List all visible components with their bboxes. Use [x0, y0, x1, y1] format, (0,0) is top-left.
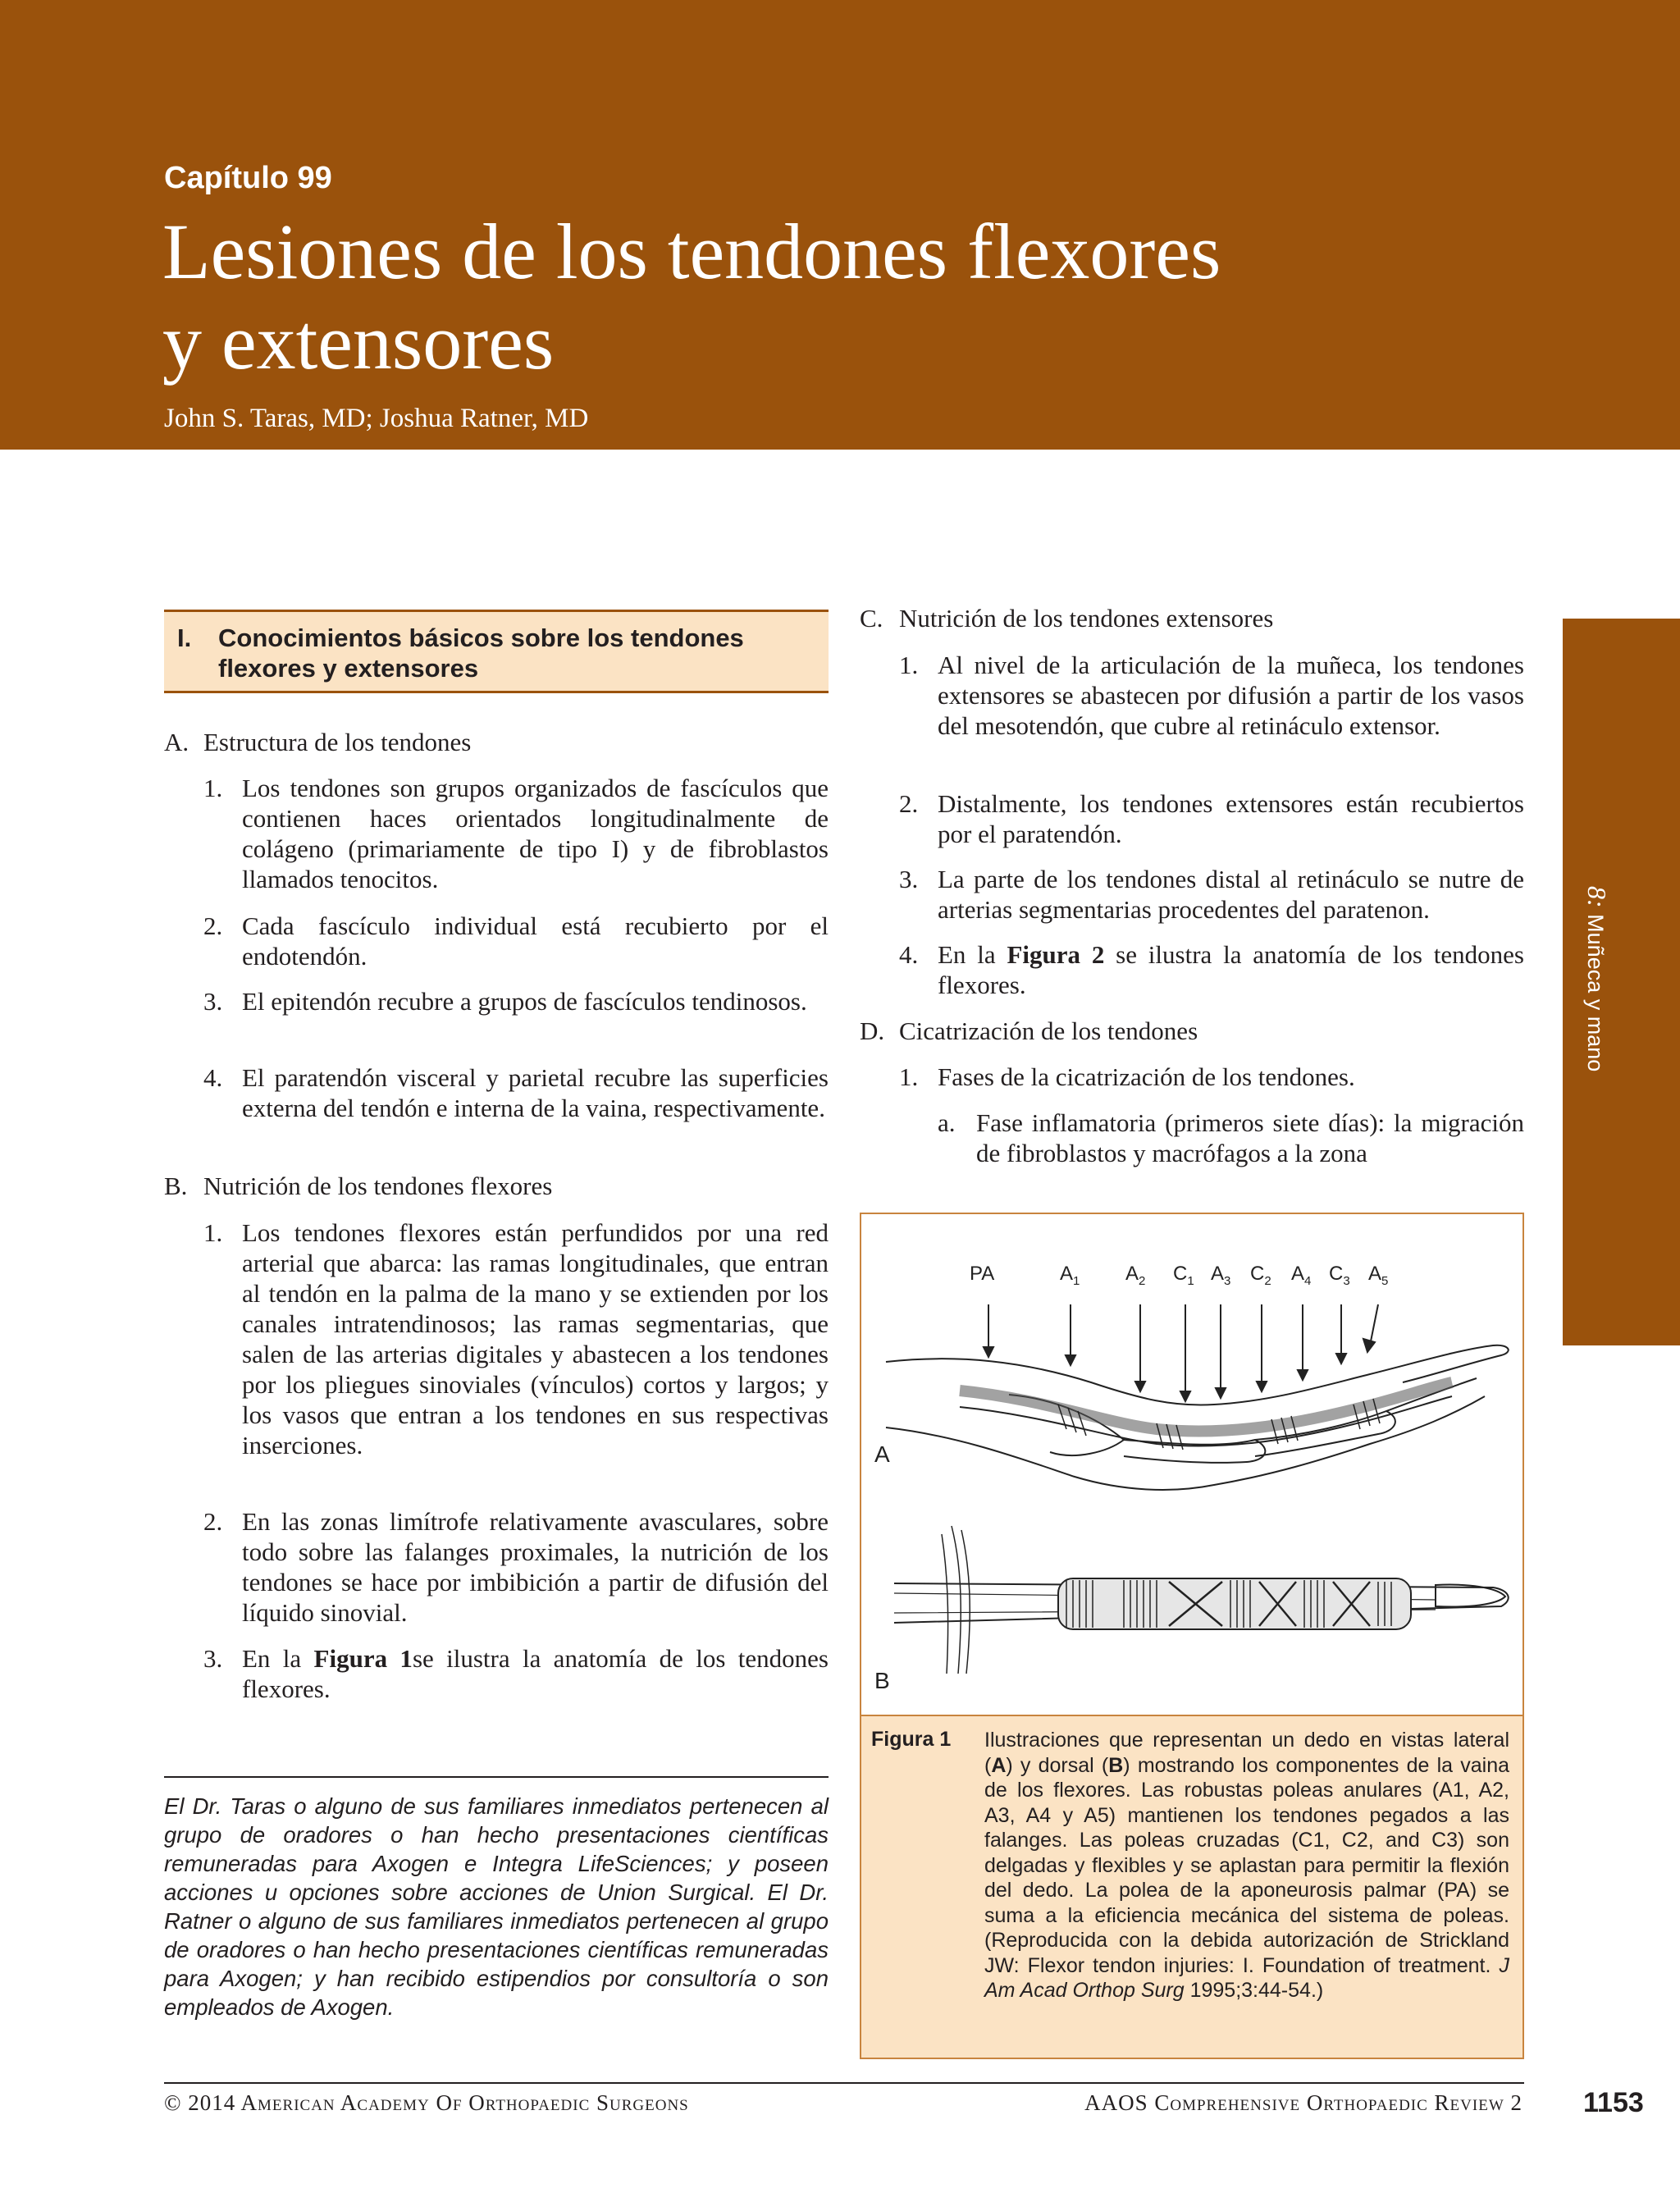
item-marker: 1.: [899, 651, 919, 679]
section-roman: I.: [177, 624, 192, 652]
figure-1: [860, 1213, 1524, 2059]
text-run: B: [1108, 1753, 1124, 1777]
subheading-B: Nutrición de los tendones flexores: [203, 1172, 553, 1200]
figure-caption-box: [861, 1715, 1522, 2058]
text-run: ) mostrando los componentes de la vaina de los flexores. Las robustas poleas anulares (A1, A2, A3, A4 y A5) mantienen los tendones pegados a las falanges. Las poleas cruzadas (C1, C2, and C3) son delgadas y flexibles y se aplastan para permitir la flexión del dedo. La polea de la aponeurosis palmar (PA) se suma a la eficiencia mecánica del sistema de poleas. (Reproducida con la debida autorización de Strickland JW: Flexor tendon injuries: I. Foundation of treatment.: [984, 1753, 1509, 1977]
text-run: J Am Acad Orthop Surg: [984, 1953, 1509, 2002]
item-marker: 1.: [203, 1218, 223, 1247]
subheading-D: Cicatrización de los tendones: [899, 1016, 1198, 1045]
item-marker: 2.: [203, 911, 223, 940]
paragraph-B1: Los tendones flexores están perfundidos por una red arterial que abarca: las ramas longitudinales, que entran al tendón en la palma de la mano y se extienden por los canales intratendinosos; las ramas segmentarias, que salen de las arterias digitales y abastecen a los tendones por los pliegues sinoviales (vínculos) cortos y largos; y los vasos que entran a los tendones en sus respectivas inserciones.: [242, 1218, 829, 1459]
paragraph-C4: [938, 939, 1524, 1000]
footer-copyright: © 2014 American Academy Of Orthopaedic Surgeons: [164, 2090, 689, 2115]
pulley-label: $A_4$: [1291, 1263, 1312, 1288]
side-tab-number: 8:: [1582, 886, 1612, 908]
pulley-label: $A_1$: [1060, 1263, 1080, 1288]
text-run: se ilustra la anatomía de los tendones flexores.: [242, 1644, 829, 1703]
subheading-C: Nutrición de los tendones extensores: [899, 604, 1274, 633]
tendon-sheath: [960, 1382, 1452, 1432]
figure-label: Figura 1: [871, 1728, 952, 1751]
finger-outline: [886, 1396, 1485, 1490]
section-side-tab: [1563, 619, 1680, 1345]
disclosure-footnote: El Dr. Taras o alguno de sus familiares inmediatos pertenecen al grupo de oradores o han hecho presentaciones científicas remuneradas para Axogen e Integra LifeSciences; y poseen acciones u opciones sobre acciones de Union Surgical. El Dr. Ratner o alguno de sus familiares inmediatos pertenecen al grupo de oradores o han hecho presentaciones científicas remuneradas para Axogen; y han recibido estipendios por consultoría o son empleados de Axogen.: [164, 1793, 829, 2020]
chapter-authors: John S. Taras, MD; Joshua Ratner, MD: [164, 404, 589, 433]
text-run: se ilustra la anatomía de los tendones flexores.: [938, 940, 1524, 999]
paragraph-A3: El epitendón recubre a grupos de fascículos tendinosos.: [242, 987, 807, 1016]
item-marker: B.: [164, 1172, 188, 1200]
page-number: 1153: [1583, 2087, 1644, 2118]
panel-b-label: B: [874, 1668, 890, 1693]
chapter-title-line2: y extensores: [162, 298, 555, 386]
side-tab-title: Muñeca y mano: [1583, 914, 1608, 1072]
paragraph-B3: [242, 1643, 829, 1704]
footer-rule: [164, 2082, 1524, 2084]
figure-caption: [984, 1728, 1509, 2003]
figure-reference: Figura 1: [313, 1644, 413, 1673]
item-marker: 3.: [203, 987, 223, 1016]
pulley-label: $C_3$: [1329, 1263, 1350, 1288]
pulley-label: $C_1$: [1173, 1263, 1194, 1288]
item-marker: 2.: [203, 1507, 223, 1536]
paragraph-D1: Fases de la cicatrización de los tendones.: [938, 1062, 1355, 1091]
panel-b-dorsal-view: [894, 1526, 1509, 1674]
paragraph-D1a: Fase inflamatoria (primeros siete días): la migración de fibroblastos y macrófagos a la zona: [976, 1108, 1524, 1167]
pulley-label: $A_2$: [1125, 1263, 1146, 1288]
item-marker: D.: [860, 1016, 885, 1045]
paragraph-A2: Cada fascículo individual está recubierto por el endotendón.: [242, 911, 829, 971]
text-run: 1995;3:44-54.): [1184, 1979, 1324, 2002]
chapter-label: Capítulo 99: [164, 161, 332, 195]
tendon-sheath: [1058, 1578, 1411, 1629]
text-run: En la: [242, 1644, 314, 1673]
text-run: A: [991, 1753, 1007, 1777]
item-marker: a.: [938, 1108, 956, 1137]
item-marker: C.: [860, 604, 883, 633]
item-marker: 1.: [899, 1062, 919, 1091]
palmar-fascia-lines: [942, 1526, 970, 1674]
text-run: Ilustraciones que representan un dedo en vistas lateral (: [984, 1729, 1509, 1777]
section-heading: [164, 610, 829, 693]
footnote-rule: [164, 1776, 829, 1778]
text-run: En la: [938, 940, 1007, 969]
paragraph-C1: Al nivel de la articulación de la muñeca, los tendones extensores se abastecen por difusión a partir de los vasos del mesotendón, que cubre al retináculo extensor.: [938, 651, 1524, 740]
figure-reference: Figura 2: [1007, 940, 1105, 969]
subheading-A: Estructura de los tendones: [203, 728, 472, 756]
chapter-header-band: [0, 0, 1680, 450]
pulley-label: $A_5$: [1368, 1263, 1389, 1288]
chapter-title-line1: Lesiones de los tendones flexores: [162, 208, 1221, 295]
item-marker: 3.: [203, 1644, 223, 1673]
item-marker: 4.: [203, 1063, 223, 1092]
item-marker: A.: [164, 728, 189, 756]
item-marker: 3.: [899, 865, 919, 893]
pulley-label: $C_2$: [1250, 1263, 1271, 1288]
item-marker: 1.: [203, 774, 223, 802]
section-title: Conocimientos básicos sobre los tendones flexores y extensores: [218, 624, 744, 683]
paragraph-B2: En las zonas limítrofe relativamente avasculares, sobre todo sobre las falanges proximales, la nutrición de los tendones se hace por imbibición a partir de difusión del líquido sinovial.: [242, 1507, 829, 1627]
panel-a-label: A: [874, 1441, 890, 1467]
finger-anatomy-illustration: [861, 1214, 1522, 1715]
panel-a-lateral-view: [886, 1345, 1509, 1490]
item-marker: 2.: [899, 789, 919, 818]
paragraph-C2: Distalmente, los tendones extensores están recubiertos por el paratendón.: [938, 789, 1524, 848]
pulley-label: $A_3$: [1211, 1263, 1231, 1288]
item-marker: 4.: [899, 940, 919, 969]
chapter-title: [162, 207, 1639, 387]
paragraph-A1: Los tendones son grupos organizados de fascículos que contienen haces orientados longitudinalmente de colágeno (primariamente de tipo I) y de fibroblastos llamados tenocitos.: [242, 774, 829, 893]
paragraph-C3: La parte de los tendones distal al retináculo se nutre de arterias segmentarias procedentes del paratenon.: [938, 865, 1524, 924]
side-tab-label: [1582, 886, 1612, 1071]
footer-book-title: AAOS Comprehensive Orthopaedic Review 2: [1084, 2090, 1522, 2115]
text-run: ) y dorsal (: [1006, 1753, 1109, 1777]
paragraph-A4: El paratendón visceral y parietal recubre las superficies externa del tendón e interna de la vaina, respectivamente.: [242, 1063, 829, 1122]
pulley-labels: [970, 1263, 1388, 1288]
pulley-label: PA: [970, 1263, 995, 1285]
